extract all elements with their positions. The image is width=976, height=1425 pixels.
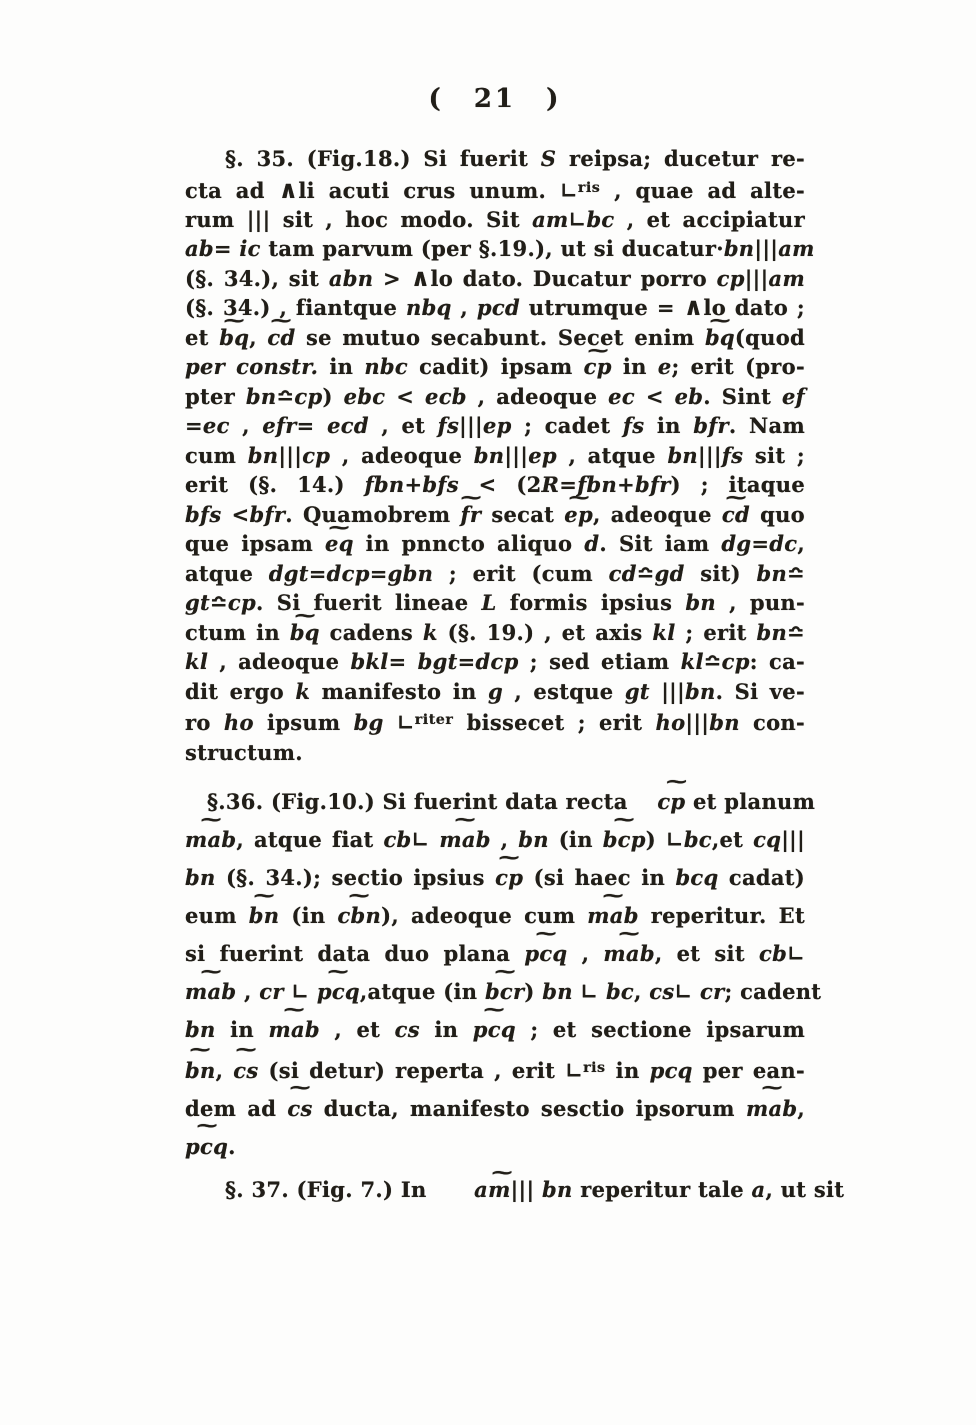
text-line: bn in mab ~ , et cs in pcq ~ ; et sectione ipsarum [185, 1011, 805, 1049]
text-line: rum ||| sit , hoc modo. Sit am∟bc , et accipiatur [185, 206, 805, 232]
text-line: kl , adeoque bkl= bgt=dcp ; sed etiam kl≏cp: ca- [185, 649, 805, 675]
text-line: atque dgt=dcp=gbn ; erit (cum cd≏gd sit) bn≏ [185, 560, 806, 586]
text-line: per constr. in nbc cadit) ipsam cp ~ in e; erit (pro- [185, 352, 805, 382]
page-number: ( 21 ) [428, 84, 562, 114]
text-line: (§. 34.) , fiantque nbq , pcd utrumque = ∧lo dato ; [185, 292, 805, 322]
text-line: ctum in bq ~ cadens k (§. 19.) , et axis kl ; erit bn≏ [185, 618, 805, 648]
text-line: =ec , efr= ecd , et fs|||ep ; cadet fs in bfr. Nam [185, 413, 805, 439]
text-line: bfs <bfr. Quamobrem fr ~ secat ep ~, adeoque cd ~ quo [185, 500, 805, 530]
text-line: cta ad ∧li acuti crus unum. ∟$^{ris}$ , quae ad alte- [185, 174, 805, 204]
text-line: ab= ic tam parvum (per §.19.), ut si ducatur·bn|||am [185, 236, 815, 262]
text-line: mab ~, atque fiat cb∟ mab ~ , bn (in bcp ~) ∟bc,et cq||| [185, 821, 805, 859]
text-line: gt≏cp. Si fuerit lineae L formis ipsius bn , pun- [185, 590, 806, 616]
text-line: que ipsam eq ~ in pnncto aliquo d. Sit iam dg=dc, [185, 529, 805, 559]
text-line: pter bn≏cp) ebc < ecb , adeoque ec < eb. Sint ef [185, 383, 806, 409]
text-line: eum bn ~ (in cbn ~), adeoque cum mab ~ reperitur. Et [185, 897, 805, 935]
text-line: erit (§. 14.) fbn+bfs < (2R=fbn+bfr) ; itaque [185, 472, 805, 498]
text-line: §. 35. (Fig.18.) Si fuerit S reipsa; ducetur re- [225, 146, 805, 171]
text-body [185, 144, 845, 1205]
text-line: cum bn|||cp , adeoque bn|||ep , atque bn|||fs sit ; [185, 442, 805, 468]
text-line: pcq ~. [185, 1128, 805, 1166]
text-line: ro ho ipsum bg ∟$^{riter}$ bissecet ; erit ho|||bn con- [185, 710, 805, 736]
text-line: et bq ~, cd ~ se mutuo secabunt. Secet enim bq ~(quod [185, 323, 805, 353]
text-line: bn (§. 34.); sectio ipsius cp ~ (si haec in bcq cadat) [185, 859, 805, 897]
paragraph-section-37 [185, 1175, 845, 1205]
paragraph-section-36 [185, 783, 822, 1166]
text-line: dit ergo k manifesto in g , estque gt |||bn. Si ve- [185, 678, 805, 704]
text-line: (§. 34.), sit abn > ∧lo dato. Ducatur porro cp|||am [185, 262, 805, 292]
text-line: mab ~ , cr ∟ pcq ~,atque (in bcr ~) bn ∟ bc, cs∟ cr; cadent [185, 973, 805, 1011]
text-line: structum. [185, 739, 303, 765]
text-line: bn ~, cs ~ (si detur) reperta , erit ∟$^{ris}$ in pcq per ean- [185, 1049, 805, 1090]
text-line: dem ad cs ~ ducta, manifesto sesctio ipsorum mab ~, [185, 1090, 805, 1128]
text-line: §.36. (Fig.10.) Si fuerint data recta cp ~ et planum [185, 783, 805, 821]
paragraph-section-35 [185, 144, 815, 767]
text-line: §. 37. (Fig. 7.) In am ~||| bn reperitur tale a, ut sit [185, 1175, 805, 1205]
text-line: si fuerint data duo plana pcq ~ , mab ~, et sit cb∟ [185, 935, 805, 973]
